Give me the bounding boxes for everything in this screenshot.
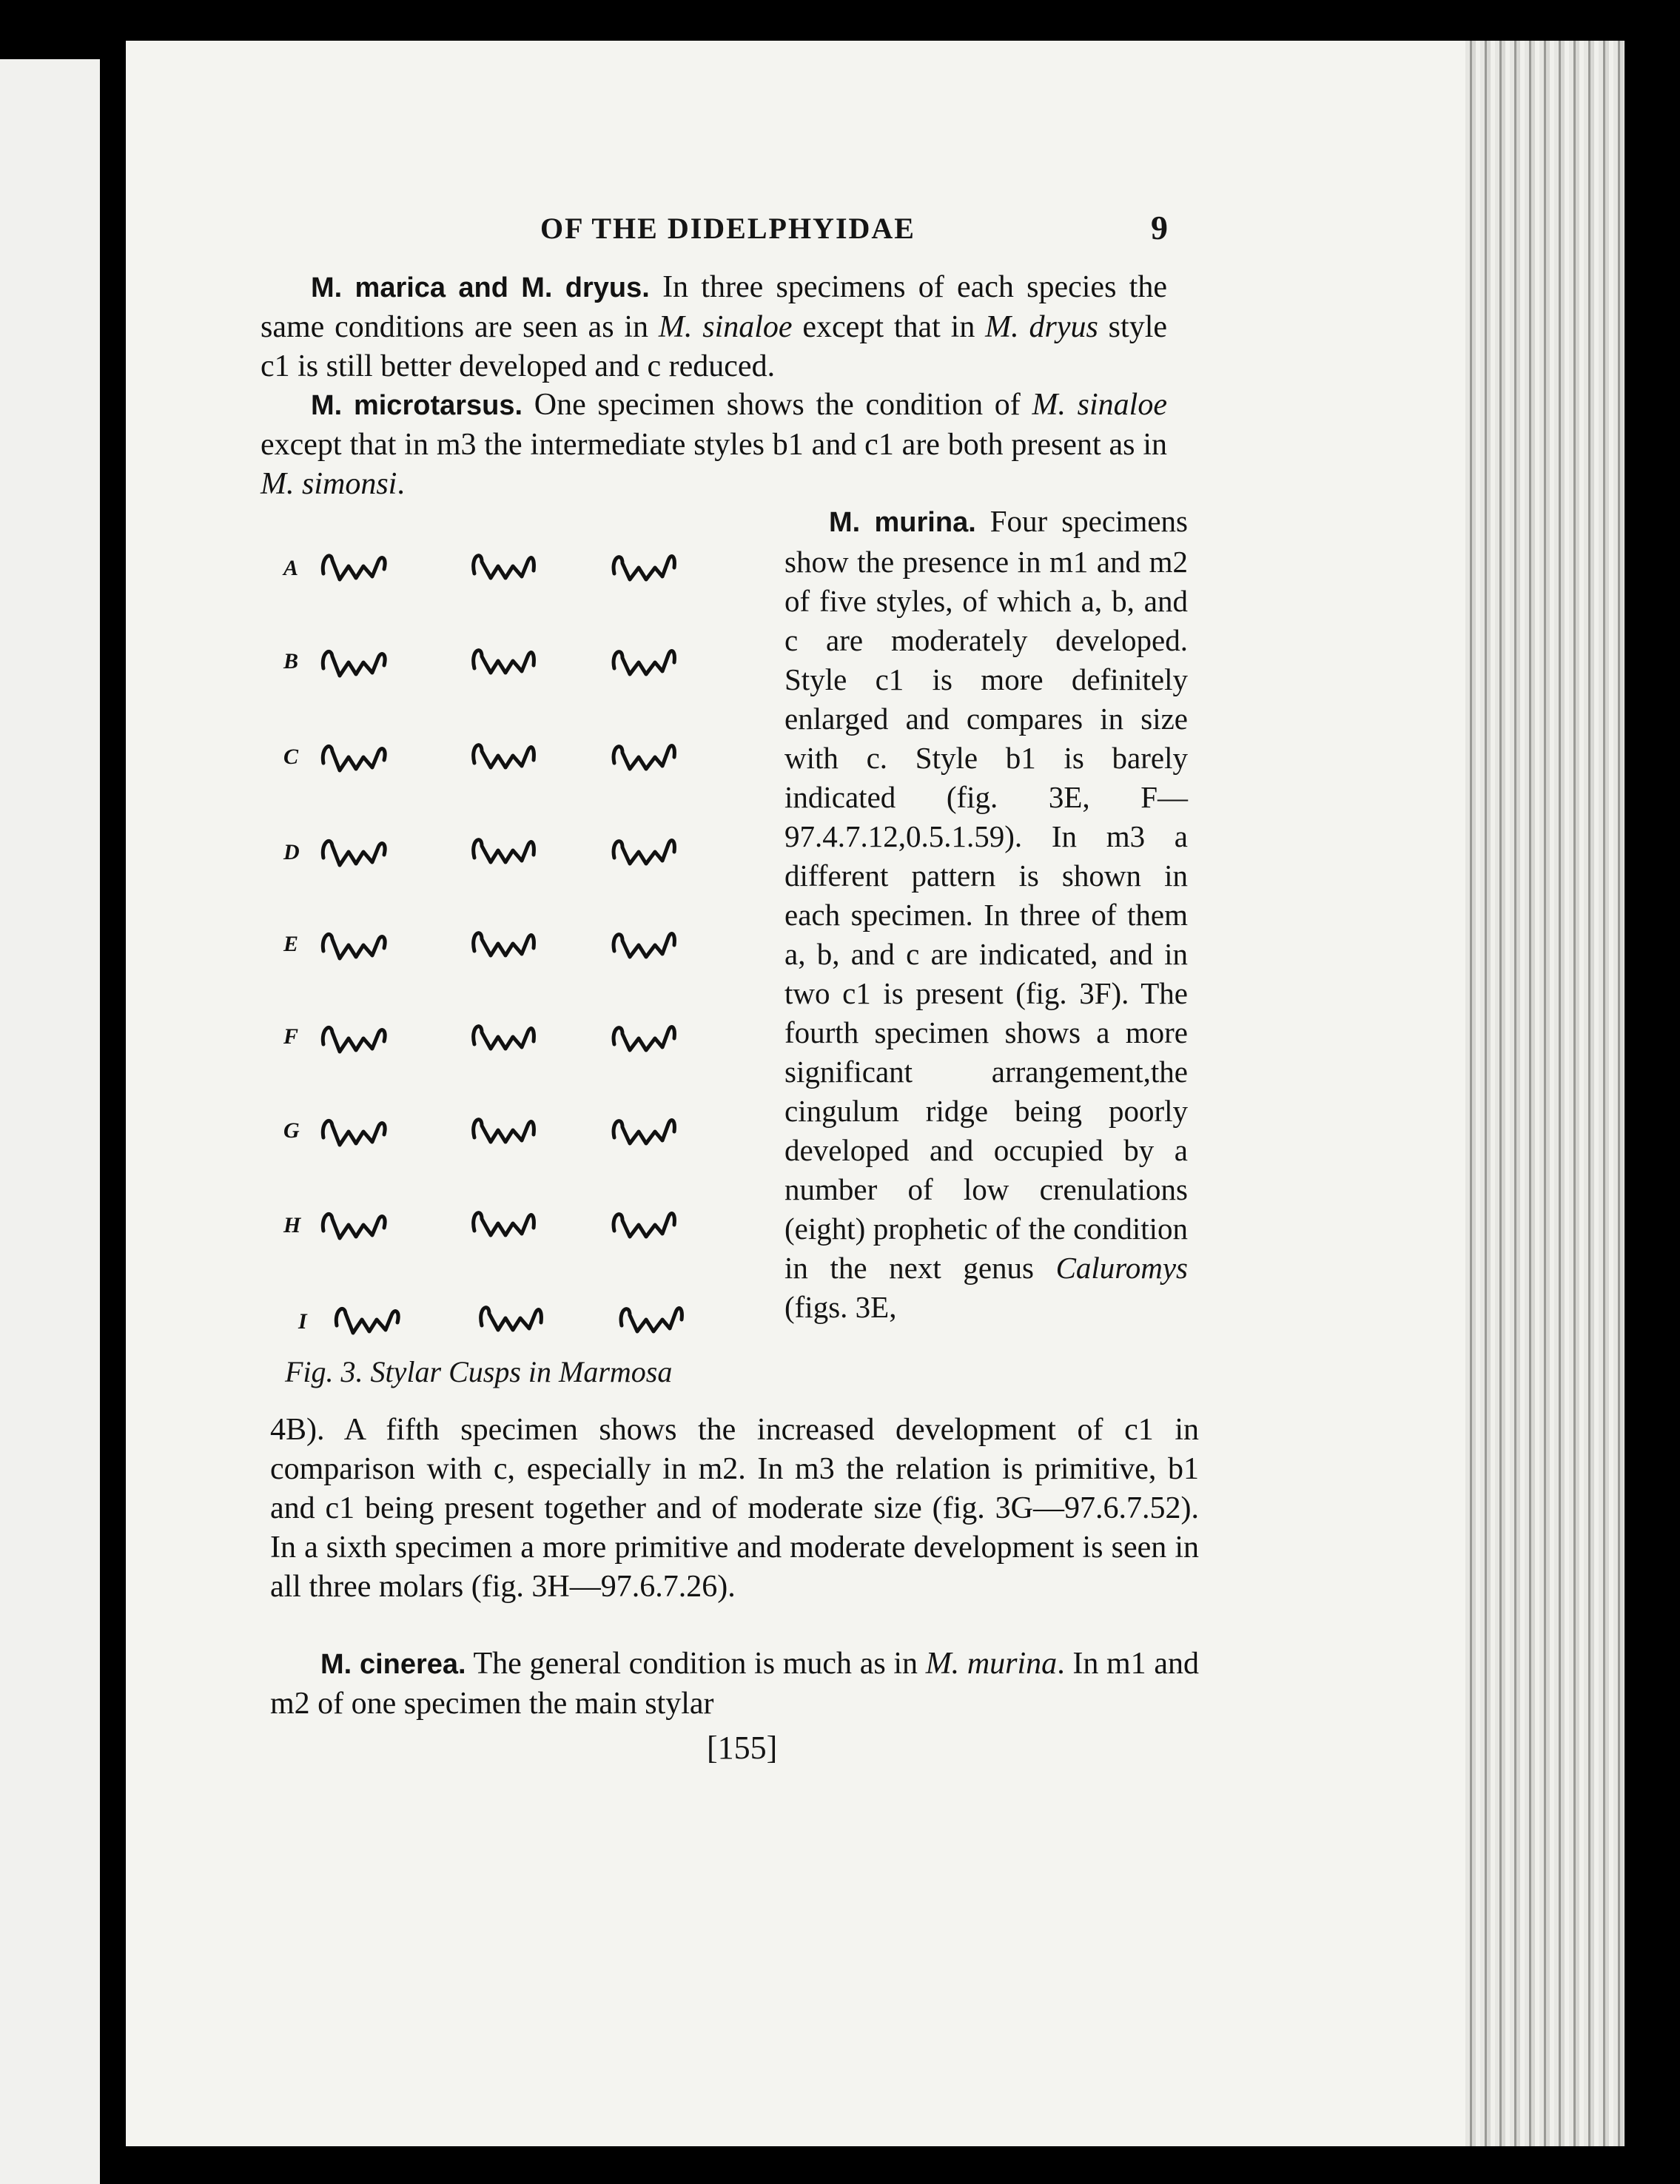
species-name: M. sinaloe (1032, 388, 1167, 422)
figure-caption: Fig. 3. Stylar Cusps in Marmosa (285, 1355, 673, 1388)
tooth-cusp-outline (614, 746, 674, 769)
facing-page-edge (0, 59, 100, 2184)
paragraph-marica-dryus (261, 268, 1167, 386)
tooth-cusp-outline (474, 745, 534, 767)
tooth-cusp-outline (614, 841, 674, 864)
figure-row-label: A (283, 556, 299, 580)
figure-row-label: E (283, 932, 299, 956)
figure-row-label: C (283, 745, 299, 769)
header-title: OF THE DIDELPHYIDAE (540, 212, 915, 245)
species-heading: M. murina. (829, 507, 976, 538)
running-header (540, 211, 1169, 248)
tooth-cusp-outline (614, 1214, 674, 1237)
species-heading: M. marica and M. dryus. (311, 272, 650, 303)
genus-name: Caluromys (1055, 1251, 1188, 1285)
paragraph-microtarsus (261, 386, 1167, 504)
paragraph-text: . (397, 467, 405, 501)
tooth-cusp-outline (474, 1120, 534, 1142)
tooth-cusp-outline (323, 746, 385, 770)
tooth-cusp-outline (474, 1213, 534, 1235)
tooth-cusp-outline (614, 557, 674, 579)
tooth-cusp-outline (474, 840, 534, 862)
figure-row-label: I (298, 1309, 307, 1334)
page-folio: [155] (707, 1730, 778, 1766)
paragraph-murina (784, 502, 1188, 1327)
tooth-cusp-outline (481, 1308, 542, 1330)
paragraph-text: One specimen shows the condition of (523, 388, 1032, 422)
tooth-cusp-outline (474, 651, 534, 673)
tooth-cusp-outline (474, 933, 534, 955)
tooth-cusp-outline (614, 934, 674, 957)
paragraph-text: . In m1 and m2 of one specimen the main stylar (270, 1647, 1199, 1721)
species-name: M. dryus (985, 310, 1098, 344)
tooth-cusp-outline (621, 1308, 682, 1331)
paragraph-text: (figs. 3E, (784, 1290, 897, 1324)
paragraph-continuation: 4B). A fifth specimen shows the increased development of c1 in comparison with c, especially in m2. In m3 the relation is primitive, b1 and c1 being present together and of moderate size (fig. 3G—97.6.7.52). In a sixth specimen a more primitive and moderate development is seen in all three molars (fig. 3H—97.6.7.26). (270, 1413, 1199, 1604)
figure-row-label: D (283, 840, 300, 864)
paragraph-text: The general condition is much as in (466, 1647, 926, 1681)
species-name: M. sinaloe (658, 310, 793, 344)
page-stack-edges (1465, 41, 1624, 2146)
tooth-cusp-outline (323, 556, 385, 579)
stylar-cusps-figure (278, 544, 759, 1343)
tooth-cusp-outline (323, 1214, 385, 1238)
tooth-cusp-outline (323, 841, 385, 865)
page-number: 9 (1151, 209, 1169, 246)
tooth-cusp-outline (323, 1027, 385, 1052)
paragraph-text: In three specimens of each species the same conditions are seen as in (261, 270, 1167, 344)
species-name: M. simonsi (261, 467, 397, 501)
figure-row-label: H (283, 1213, 301, 1237)
tooth-cusp-outline (614, 1027, 674, 1050)
tooth-cusp-outline (614, 1120, 674, 1143)
paragraph-text: except that in (792, 310, 986, 344)
tooth-cusp-outline (336, 1308, 398, 1333)
tooth-cusp-outline (474, 1027, 534, 1049)
species-heading: M. microtarsus. (311, 390, 523, 421)
species-name: M. murina (925, 1647, 1058, 1681)
figure-row-label: F (283, 1024, 299, 1049)
figure-row-label: B (283, 649, 299, 673)
species-heading: M. cinerea. (320, 1649, 466, 1680)
paragraph-cinerea (270, 1644, 1199, 1724)
tooth-cusp-outline (323, 651, 385, 676)
figure-row-label: G (283, 1118, 300, 1143)
tooth-cusp-outline (323, 934, 385, 958)
tooth-cusp-outline (474, 556, 534, 578)
tooth-cusp-outline (614, 651, 674, 674)
paragraph-text: style c1 is still better developed and c reduced. (261, 310, 1168, 383)
paragraph-text: except that in m3 the intermediate styles b1 and c1 are both present as in (261, 428, 1167, 462)
tooth-cusp-outline (323, 1120, 385, 1145)
paragraph-text: Four specimens show the presence in m1 and m2 of five styles, of which a, b, and c are moderately developed. Style c1 is more definitely enlarged and compares in size with c. Style b1 is barely indicated (fig. 3E, F—97.4.7.12,0.5.1.59). In m3 a different pattern is shown in each specimen. In three of them a, b, and c are indicated, and in two c1 is present (fig. 3F). The fourth specimen shows a more significant arrangement,the cingulum ridge being poorly developed and occupied by a number of low crenulations (eight) prophetic of the condition in the next genus (784, 504, 1188, 1285)
